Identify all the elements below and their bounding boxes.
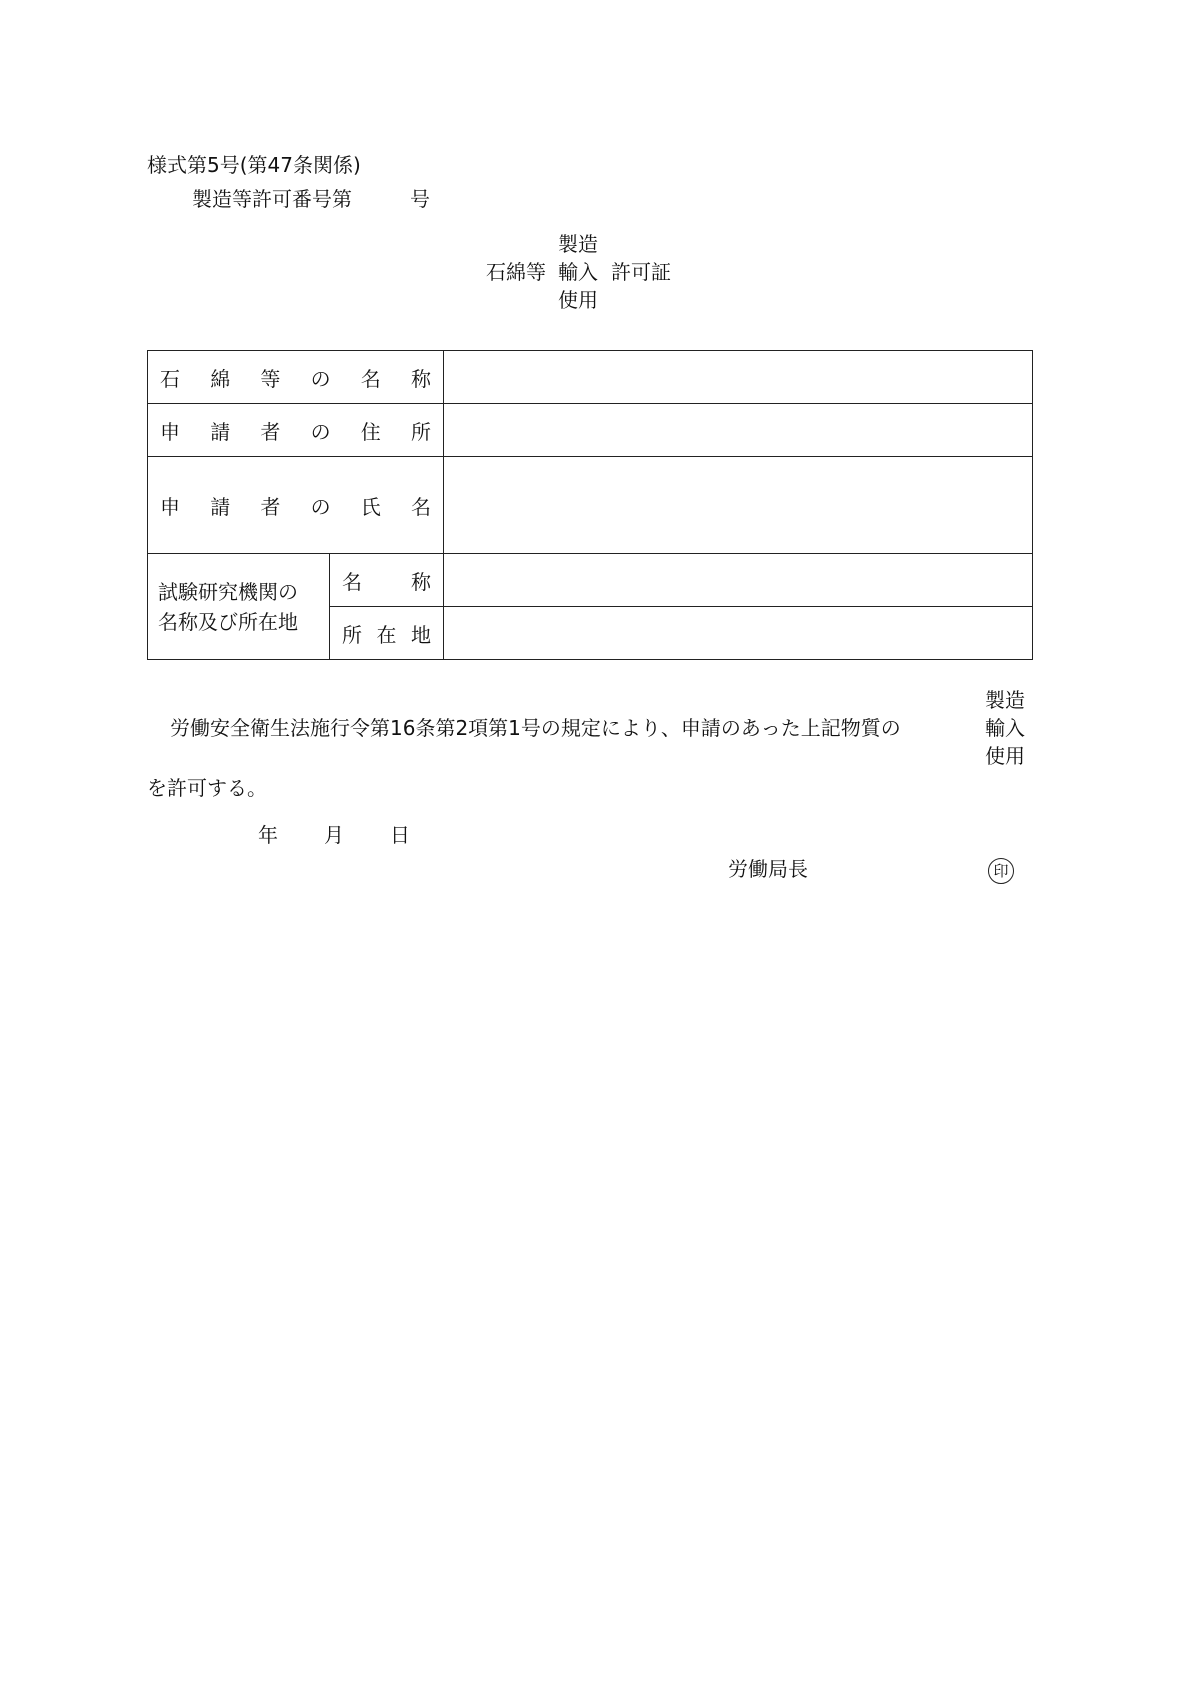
label-char: 住 — [360, 419, 381, 444]
label-char: 称 — [410, 366, 431, 391]
applicant-address-label-cell — [148, 404, 444, 457]
label-char: 者 — [260, 494, 281, 519]
permit-number-suffix: 号 — [410, 187, 430, 211]
title-option-manufacture: 製造 — [558, 232, 598, 256]
institution-label-line1: 試験研究機関の — [158, 579, 298, 604]
table-row — [148, 351, 1033, 404]
label-char: 申 — [160, 494, 180, 519]
title-option-import: 輸入 — [558, 260, 598, 284]
label-char: 請 — [210, 494, 231, 519]
date-year: 年 — [258, 823, 278, 847]
date-month: 月 — [324, 823, 344, 847]
label-char: 者 — [260, 419, 281, 444]
label-char: 地 — [411, 622, 431, 647]
applicant-address-field[interactable] — [444, 404, 1033, 457]
applicant-name-label — [160, 491, 431, 520]
label-char: 等 — [260, 366, 281, 391]
label-char: 名 — [360, 366, 381, 391]
form-number: 様式第5号(第47条関係) — [147, 153, 361, 177]
applicant-name-label-cell — [148, 457, 444, 554]
applicant-address-label — [160, 416, 431, 445]
labor-bureau-chief: 労働局長 — [728, 857, 808, 881]
label-char: 申 — [160, 419, 180, 444]
label-char: の — [310, 419, 331, 444]
label-char: 名 — [410, 494, 431, 519]
table-row — [148, 554, 1033, 607]
institution-location-field[interactable] — [444, 607, 1033, 660]
title-option-use: 使用 — [558, 288, 598, 312]
label-char: 所 — [410, 419, 431, 444]
title-suffix: 許可証 — [611, 260, 671, 284]
body-sentence-end: を許可する。 — [147, 776, 267, 800]
label-char: 所 — [342, 622, 362, 647]
asbestos-name-label-cell — [148, 351, 444, 404]
seal-mark: 印 — [988, 858, 1014, 884]
title-prefix: 石綿等 — [486, 260, 546, 284]
institution-label-line2: 名称及び所在地 — [158, 609, 298, 634]
permit-form-table — [147, 350, 1033, 660]
date-day: 日 — [390, 823, 410, 847]
institution-name-label — [342, 566, 431, 595]
body-option-use: 使用 — [985, 744, 1025, 768]
applicant-name-field[interactable] — [444, 457, 1033, 554]
label-char: 氏 — [360, 494, 381, 519]
body-option-import: 輸入 — [985, 716, 1025, 740]
table-row — [148, 404, 1033, 457]
body-option-manufacture: 製造 — [985, 688, 1025, 712]
label-char: の — [310, 494, 331, 519]
body-sentence: 労働安全衛生法施行令第16条第2項第1号の規定により、申請のあった上記物質の — [170, 716, 901, 740]
label-char: の — [310, 366, 331, 391]
label-char: 称 — [411, 569, 431, 594]
label-char: 名 — [342, 569, 362, 594]
label-char: 綿 — [210, 366, 231, 391]
label-char: 石 — [160, 366, 180, 391]
asbestos-name-field[interactable] — [444, 351, 1033, 404]
label-char: 請 — [210, 419, 231, 444]
institution-location-label — [342, 619, 431, 648]
label-char: 在 — [376, 622, 397, 647]
permit-number-prefix: 製造等許可番号第 — [192, 187, 352, 211]
institution-name-field[interactable] — [444, 554, 1033, 607]
institution-location-label-cell — [330, 607, 444, 660]
asbestos-name-label — [160, 363, 431, 392]
institution-name-label-cell — [330, 554, 444, 607]
institution-label-cell — [148, 554, 330, 660]
table-row — [148, 457, 1033, 554]
